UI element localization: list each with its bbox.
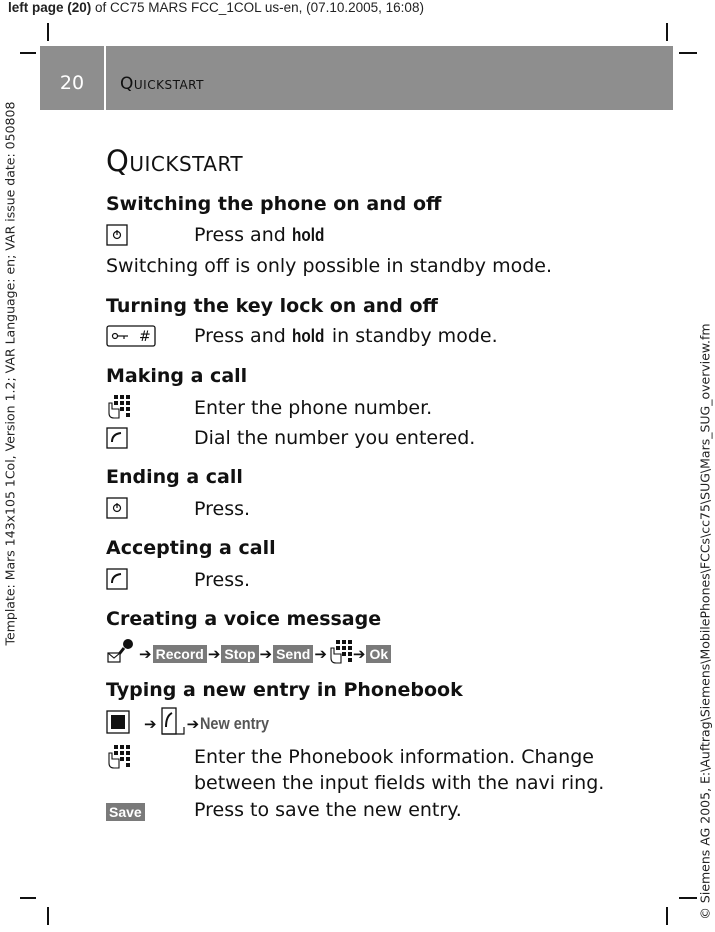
call-key-icon <box>106 568 128 594</box>
call-step2: Dial the number you entered. <box>194 427 476 449</box>
running-header-title: Quickstart <box>120 74 204 94</box>
end-key-icon <box>106 224 128 250</box>
print-meta-line <box>8 0 424 15</box>
arrow-icon: ➔ <box>186 715 200 733</box>
end-step1: Press. <box>194 498 251 520</box>
crop-mark <box>679 52 697 54</box>
page-number: 20 <box>59 72 85 94</box>
hold-keyword: hold <box>291 225 325 245</box>
keylock-text: Press and <box>194 325 292 347</box>
keypad-icon <box>106 394 130 424</box>
voice-record-icon <box>106 638 138 670</box>
section-heading-accept: Accepting a call <box>106 537 276 559</box>
voice-key-sequence <box>106 638 391 670</box>
section-heading-end: Ending a call <box>106 466 243 488</box>
section-heading-voice: Creating a voice message <box>106 608 382 630</box>
hash-key-icon <box>106 325 156 351</box>
call-key-icon <box>106 427 128 453</box>
template-info: Template: Mars 143x105 1Col, Version 1.2; VAR Language: en; VAR issue date: 050808 <box>2 101 18 646</box>
crop-mark <box>20 52 36 54</box>
accept-step1: Press. <box>194 569 251 591</box>
crop-mark <box>666 907 668 925</box>
section-heading-phonebook: Typing a new entry in Phonebook <box>106 679 463 701</box>
running-header <box>106 46 673 110</box>
keypad-icon <box>106 744 130 774</box>
arrow-icon: ➔ <box>144 715 157 733</box>
record-softkey: Record <box>153 645 207 663</box>
page-number-box <box>40 46 104 110</box>
phonebook-step1 <box>194 744 604 796</box>
phonebook-step1-line1: Enter the Phonebook information. Change <box>194 746 594 768</box>
call-step1: Enter the phone number. <box>194 397 433 419</box>
keylock-text-suffix: in standby mode. <box>325 325 498 347</box>
save-softkey: Save <box>106 803 145 821</box>
crop-mark <box>679 897 697 899</box>
svg-text:#: # <box>139 329 151 345</box>
ok-softkey: Ok <box>366 645 391 663</box>
crop-mark <box>666 23 668 41</box>
save-softkey-wrap <box>106 801 145 821</box>
crop-mark <box>20 897 36 899</box>
keypad-icon <box>328 639 352 669</box>
phonebook-key-sequence <box>106 707 281 741</box>
onoff-instruction <box>194 222 330 248</box>
new-entry-menu-item: New entry <box>200 714 270 733</box>
crop-mark <box>47 907 49 925</box>
left-margin-note <box>0 0 20 927</box>
phonebook-step2: Press to save the new entry. <box>194 799 462 821</box>
print-meta-page: left page (20) <box>8 0 92 15</box>
phonebook-icon <box>158 707 186 741</box>
copyright-path: © Siemens AG 2005, E:\Auftrag\Siemens\MobilePhones\FCCs\cc75\SUG\Mars_SUG_overview.fm <box>697 323 713 920</box>
arrow-icon: ➔ <box>207 645 221 663</box>
arrow-icon: ➔ <box>314 645 327 663</box>
print-meta-rest: of CC75 MARS FCC_1COL us-en, (07.10.2005, 16:08) <box>91 0 424 15</box>
hold-keyword: hold <box>291 326 325 346</box>
menu-key-icon <box>106 710 130 738</box>
section-heading-onoff: Switching the phone on and off <box>106 193 442 215</box>
crop-mark <box>47 23 49 41</box>
onoff-note: Switching off is only possible in standby mode. <box>106 255 552 277</box>
page-title: Quickstart <box>106 144 244 178</box>
end-key-icon <box>106 497 128 523</box>
section-heading-keylock: Turning the key lock on and off <box>106 295 438 317</box>
arrow-icon: ➔ <box>139 645 152 663</box>
arrow-icon: ➔ <box>259 645 273 663</box>
onoff-text: Press and <box>194 224 292 246</box>
send-softkey: Send <box>273 645 313 663</box>
phonebook-step1-line2: between the input fields with the navi ring. <box>194 772 605 794</box>
keylock-instruction <box>194 323 498 349</box>
right-margin-note <box>695 0 715 927</box>
arrow-icon: ➔ <box>352 645 366 663</box>
section-heading-call: Making a call <box>106 365 248 387</box>
stop-softkey: Stop <box>221 645 258 663</box>
